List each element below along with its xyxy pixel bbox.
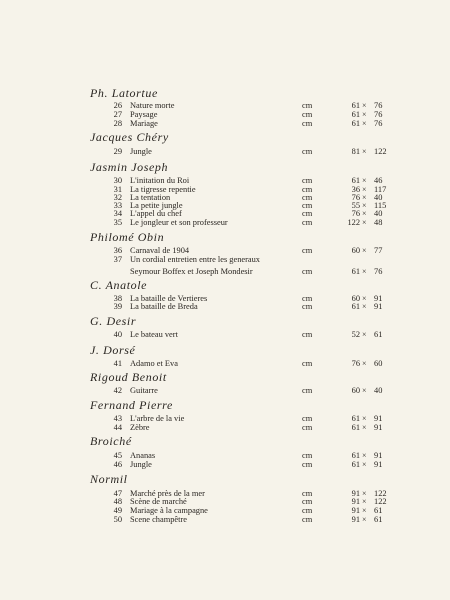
dimension-height: 61 xyxy=(374,330,383,339)
artwork-title: Mariage xyxy=(130,119,158,128)
catalog-number: 31 xyxy=(113,185,122,194)
dimension-width: 61 xyxy=(351,267,360,276)
catalog-number: 44 xyxy=(113,423,122,432)
dimension-width: 55 xyxy=(351,201,360,210)
catalog-number: 34 xyxy=(113,209,122,218)
artwork-title: La bataille de Breda xyxy=(130,302,198,311)
catalog-number: 45 xyxy=(113,451,122,460)
artist-name: Philomé Obin xyxy=(90,230,165,244)
times-sign: × xyxy=(362,218,367,227)
catalog-number: 37 xyxy=(113,255,122,264)
times-sign: × xyxy=(362,423,367,432)
unit-label: cm xyxy=(302,489,313,498)
dimension-height: 61 xyxy=(374,506,383,515)
dimension-width: 91 xyxy=(351,497,360,506)
artwork-title: Un cordial entretien entre les generaux xyxy=(130,255,260,264)
dimension-height: 122 xyxy=(374,489,387,498)
artwork-entry xyxy=(0,386,450,395)
dimension-width: 91 xyxy=(351,515,360,524)
dimension-height: 61 xyxy=(374,515,383,524)
dimension-height: 77 xyxy=(374,246,383,255)
dimension-height: 46 xyxy=(374,176,383,185)
dimension-height: 76 xyxy=(374,110,383,119)
times-sign: × xyxy=(362,414,367,423)
unit-label: cm xyxy=(302,386,313,395)
unit-label: cm xyxy=(302,451,313,460)
artist-name: Ph. Latortue xyxy=(90,86,158,100)
dimension-height: 117 xyxy=(374,185,387,194)
unit-label: cm xyxy=(302,267,313,276)
artwork-entry xyxy=(0,414,450,423)
artwork-title: La bataille de Vertieres xyxy=(130,294,208,303)
catalog-number: 33 xyxy=(113,201,122,210)
times-sign: × xyxy=(362,359,367,368)
dimension-width: 122 xyxy=(347,218,360,227)
dimension-height: 91 xyxy=(374,302,383,311)
unit-label: cm xyxy=(302,209,313,218)
artwork-title: Le bateau vert xyxy=(130,330,178,339)
unit-label: cm xyxy=(302,506,313,515)
times-sign: × xyxy=(362,110,367,119)
artwork-entry xyxy=(0,451,450,460)
artwork-entry xyxy=(0,423,450,432)
times-sign: × xyxy=(362,515,367,524)
unit-label: cm xyxy=(302,497,313,506)
unit-label: cm xyxy=(302,176,313,185)
dimension-height: 76 xyxy=(374,101,383,110)
times-sign: × xyxy=(362,302,367,311)
unit-label: cm xyxy=(302,330,313,339)
catalog-number: 30 xyxy=(113,176,122,185)
dimension-width: 61 xyxy=(351,101,360,110)
artwork-title: L'initation du Roi xyxy=(130,176,190,185)
dimension-width: 61 xyxy=(351,302,360,311)
artwork-entry xyxy=(0,506,450,515)
artist-name: Normil xyxy=(90,472,128,486)
unit-label: cm xyxy=(302,201,313,210)
artwork-title: Jungle xyxy=(130,147,152,156)
unit-label: cm xyxy=(302,110,313,119)
unit-label: cm xyxy=(302,185,313,194)
dimension-width: 76 xyxy=(351,209,360,218)
times-sign: × xyxy=(362,294,367,303)
dimension-width: 60 xyxy=(351,386,360,395)
artwork-entry xyxy=(0,246,450,255)
dimension-height: 76 xyxy=(374,119,383,128)
catalog-number: 32 xyxy=(113,193,122,202)
artist-name: Rigoud Benoit xyxy=(90,370,167,384)
dimension-width: 61 xyxy=(351,460,360,469)
times-sign: × xyxy=(362,451,367,460)
dimension-width: 91 xyxy=(351,506,360,515)
times-sign: × xyxy=(362,497,367,506)
artwork-title: Jungle xyxy=(130,460,152,469)
artwork-entry xyxy=(0,255,450,264)
catalog-number: 50 xyxy=(113,515,122,524)
artwork-entry xyxy=(0,359,450,368)
catalog-number: 27 xyxy=(113,110,122,119)
times-sign: × xyxy=(362,489,367,498)
artwork-entry xyxy=(0,119,450,128)
artwork-entry xyxy=(0,515,450,524)
artwork-entry xyxy=(0,110,450,119)
artwork-title: Adamo et Eva xyxy=(130,359,178,368)
dimension-height: 76 xyxy=(374,267,383,276)
times-sign: × xyxy=(362,209,367,218)
catalog-number: 43 xyxy=(113,414,122,423)
artwork-entry xyxy=(0,330,450,339)
dimension-width: 91 xyxy=(351,489,360,498)
catalog-number: 42 xyxy=(113,386,122,395)
dimension-height: 91 xyxy=(374,451,383,460)
artist-name: Fernand Pierre xyxy=(90,398,173,412)
dimension-width: 36 xyxy=(351,185,360,194)
artist-name: G. Desir xyxy=(90,314,137,328)
dimension-height: 115 xyxy=(374,201,387,210)
dimension-height: 60 xyxy=(374,359,383,368)
dimension-width: 61 xyxy=(351,119,360,128)
dimension-height: 48 xyxy=(374,218,383,227)
artwork-entry xyxy=(0,460,450,469)
dimension-height: 91 xyxy=(374,423,383,432)
times-sign: × xyxy=(362,201,367,210)
dimension-height: 40 xyxy=(374,209,383,218)
unit-label: cm xyxy=(302,119,313,128)
artist-name: Jacques Chéry xyxy=(90,130,169,144)
dimension-height: 91 xyxy=(374,460,383,469)
catalog-number: 49 xyxy=(113,506,122,515)
artwork-title: Scene champêtre xyxy=(130,515,187,524)
unit-label: cm xyxy=(302,218,313,227)
times-sign: × xyxy=(362,176,367,185)
times-sign: × xyxy=(362,246,367,255)
artwork-title: L'appel du chef xyxy=(130,209,182,218)
unit-label: cm xyxy=(302,460,313,469)
dimension-width: 61 xyxy=(351,423,360,432)
times-sign: × xyxy=(362,193,367,202)
times-sign: × xyxy=(362,506,367,515)
dimension-width: 61 xyxy=(351,110,360,119)
catalog-number: 38 xyxy=(113,294,122,303)
artwork-entry xyxy=(0,218,450,227)
unit-label: cm xyxy=(302,246,313,255)
dimension-width: 61 xyxy=(351,451,360,460)
dimension-height: 40 xyxy=(374,386,383,395)
artwork-title: Guitarre xyxy=(130,386,158,395)
artist-name: Broiché xyxy=(90,434,132,448)
dimension-width: 81 xyxy=(351,147,360,156)
dimension-width: 76 xyxy=(351,359,360,368)
artwork-title: Carnaval de 1904 xyxy=(130,246,190,255)
dimension-width: 61 xyxy=(351,414,360,423)
times-sign: × xyxy=(362,147,367,156)
unit-label: cm xyxy=(302,302,313,311)
catalog-number: 39 xyxy=(113,302,122,311)
catalog-number: 40 xyxy=(113,330,122,339)
artwork-title: Nature morte xyxy=(130,101,175,110)
unit-label: cm xyxy=(302,359,313,368)
catalog-number: 47 xyxy=(113,489,122,498)
dimension-width: 60 xyxy=(351,246,360,255)
times-sign: × xyxy=(362,386,367,395)
artist-name: C. Anatole xyxy=(90,278,148,292)
catalog-number: 26 xyxy=(113,101,122,110)
artwork-title: Marché près de la mer xyxy=(130,489,205,498)
artwork-title: Mariage à la campagne xyxy=(130,506,208,515)
dimension-width: 52 xyxy=(351,330,360,339)
artist-name: J. Dorsé xyxy=(90,343,136,357)
times-sign: × xyxy=(362,330,367,339)
artwork-entry xyxy=(0,267,450,276)
artwork-entry xyxy=(0,176,450,185)
dimension-width: 60 xyxy=(351,294,360,303)
dimension-width: 76 xyxy=(351,193,360,202)
artwork-entry xyxy=(0,147,450,156)
artwork-title: La petite jungle xyxy=(130,201,183,210)
times-sign: × xyxy=(362,119,367,128)
unit-label: cm xyxy=(302,414,313,423)
unit-label: cm xyxy=(302,193,313,202)
artwork-title: La tigresse repentie xyxy=(130,185,196,194)
catalog-number: 41 xyxy=(113,359,122,368)
artwork-title: Zèbre xyxy=(130,423,150,432)
catalog-number: 28 xyxy=(113,119,122,128)
dimension-height: 122 xyxy=(374,497,387,506)
catalog-number: 35 xyxy=(113,218,122,227)
dimension-height: 91 xyxy=(374,414,383,423)
times-sign: × xyxy=(362,267,367,276)
times-sign: × xyxy=(362,185,367,194)
dimension-height: 122 xyxy=(374,147,387,156)
artwork-title: Paysage xyxy=(130,110,158,119)
artwork-title: La tentation xyxy=(130,193,171,202)
times-sign: × xyxy=(362,101,367,110)
artwork-title: Le jongleur et son professeur xyxy=(130,218,228,227)
unit-label: cm xyxy=(302,294,313,303)
unit-label: cm xyxy=(302,515,313,524)
artwork-title: Seymour Boffex et Joseph Mondesir xyxy=(130,267,253,276)
artwork-entry xyxy=(0,209,450,218)
unit-label: cm xyxy=(302,423,313,432)
dimension-height: 91 xyxy=(374,294,383,303)
artwork-title: Scène de marché xyxy=(130,497,187,506)
catalog-number: 48 xyxy=(113,497,122,506)
catalog-number: 29 xyxy=(113,147,122,156)
dimension-width: 61 xyxy=(351,176,360,185)
dimension-height: 40 xyxy=(374,193,383,202)
unit-label: cm xyxy=(302,101,313,110)
artwork-title: Ananas xyxy=(130,451,156,460)
unit-label: cm xyxy=(302,147,313,156)
artwork-entry xyxy=(0,497,450,506)
artist-name: Jasmin Joseph xyxy=(90,160,169,174)
artwork-entry xyxy=(0,101,450,110)
catalog-number: 36 xyxy=(113,246,122,255)
times-sign: × xyxy=(362,460,367,469)
artwork-title: L'arbre de la vie xyxy=(130,414,185,423)
artwork-entry xyxy=(0,302,450,311)
catalog-number: 46 xyxy=(113,460,122,469)
